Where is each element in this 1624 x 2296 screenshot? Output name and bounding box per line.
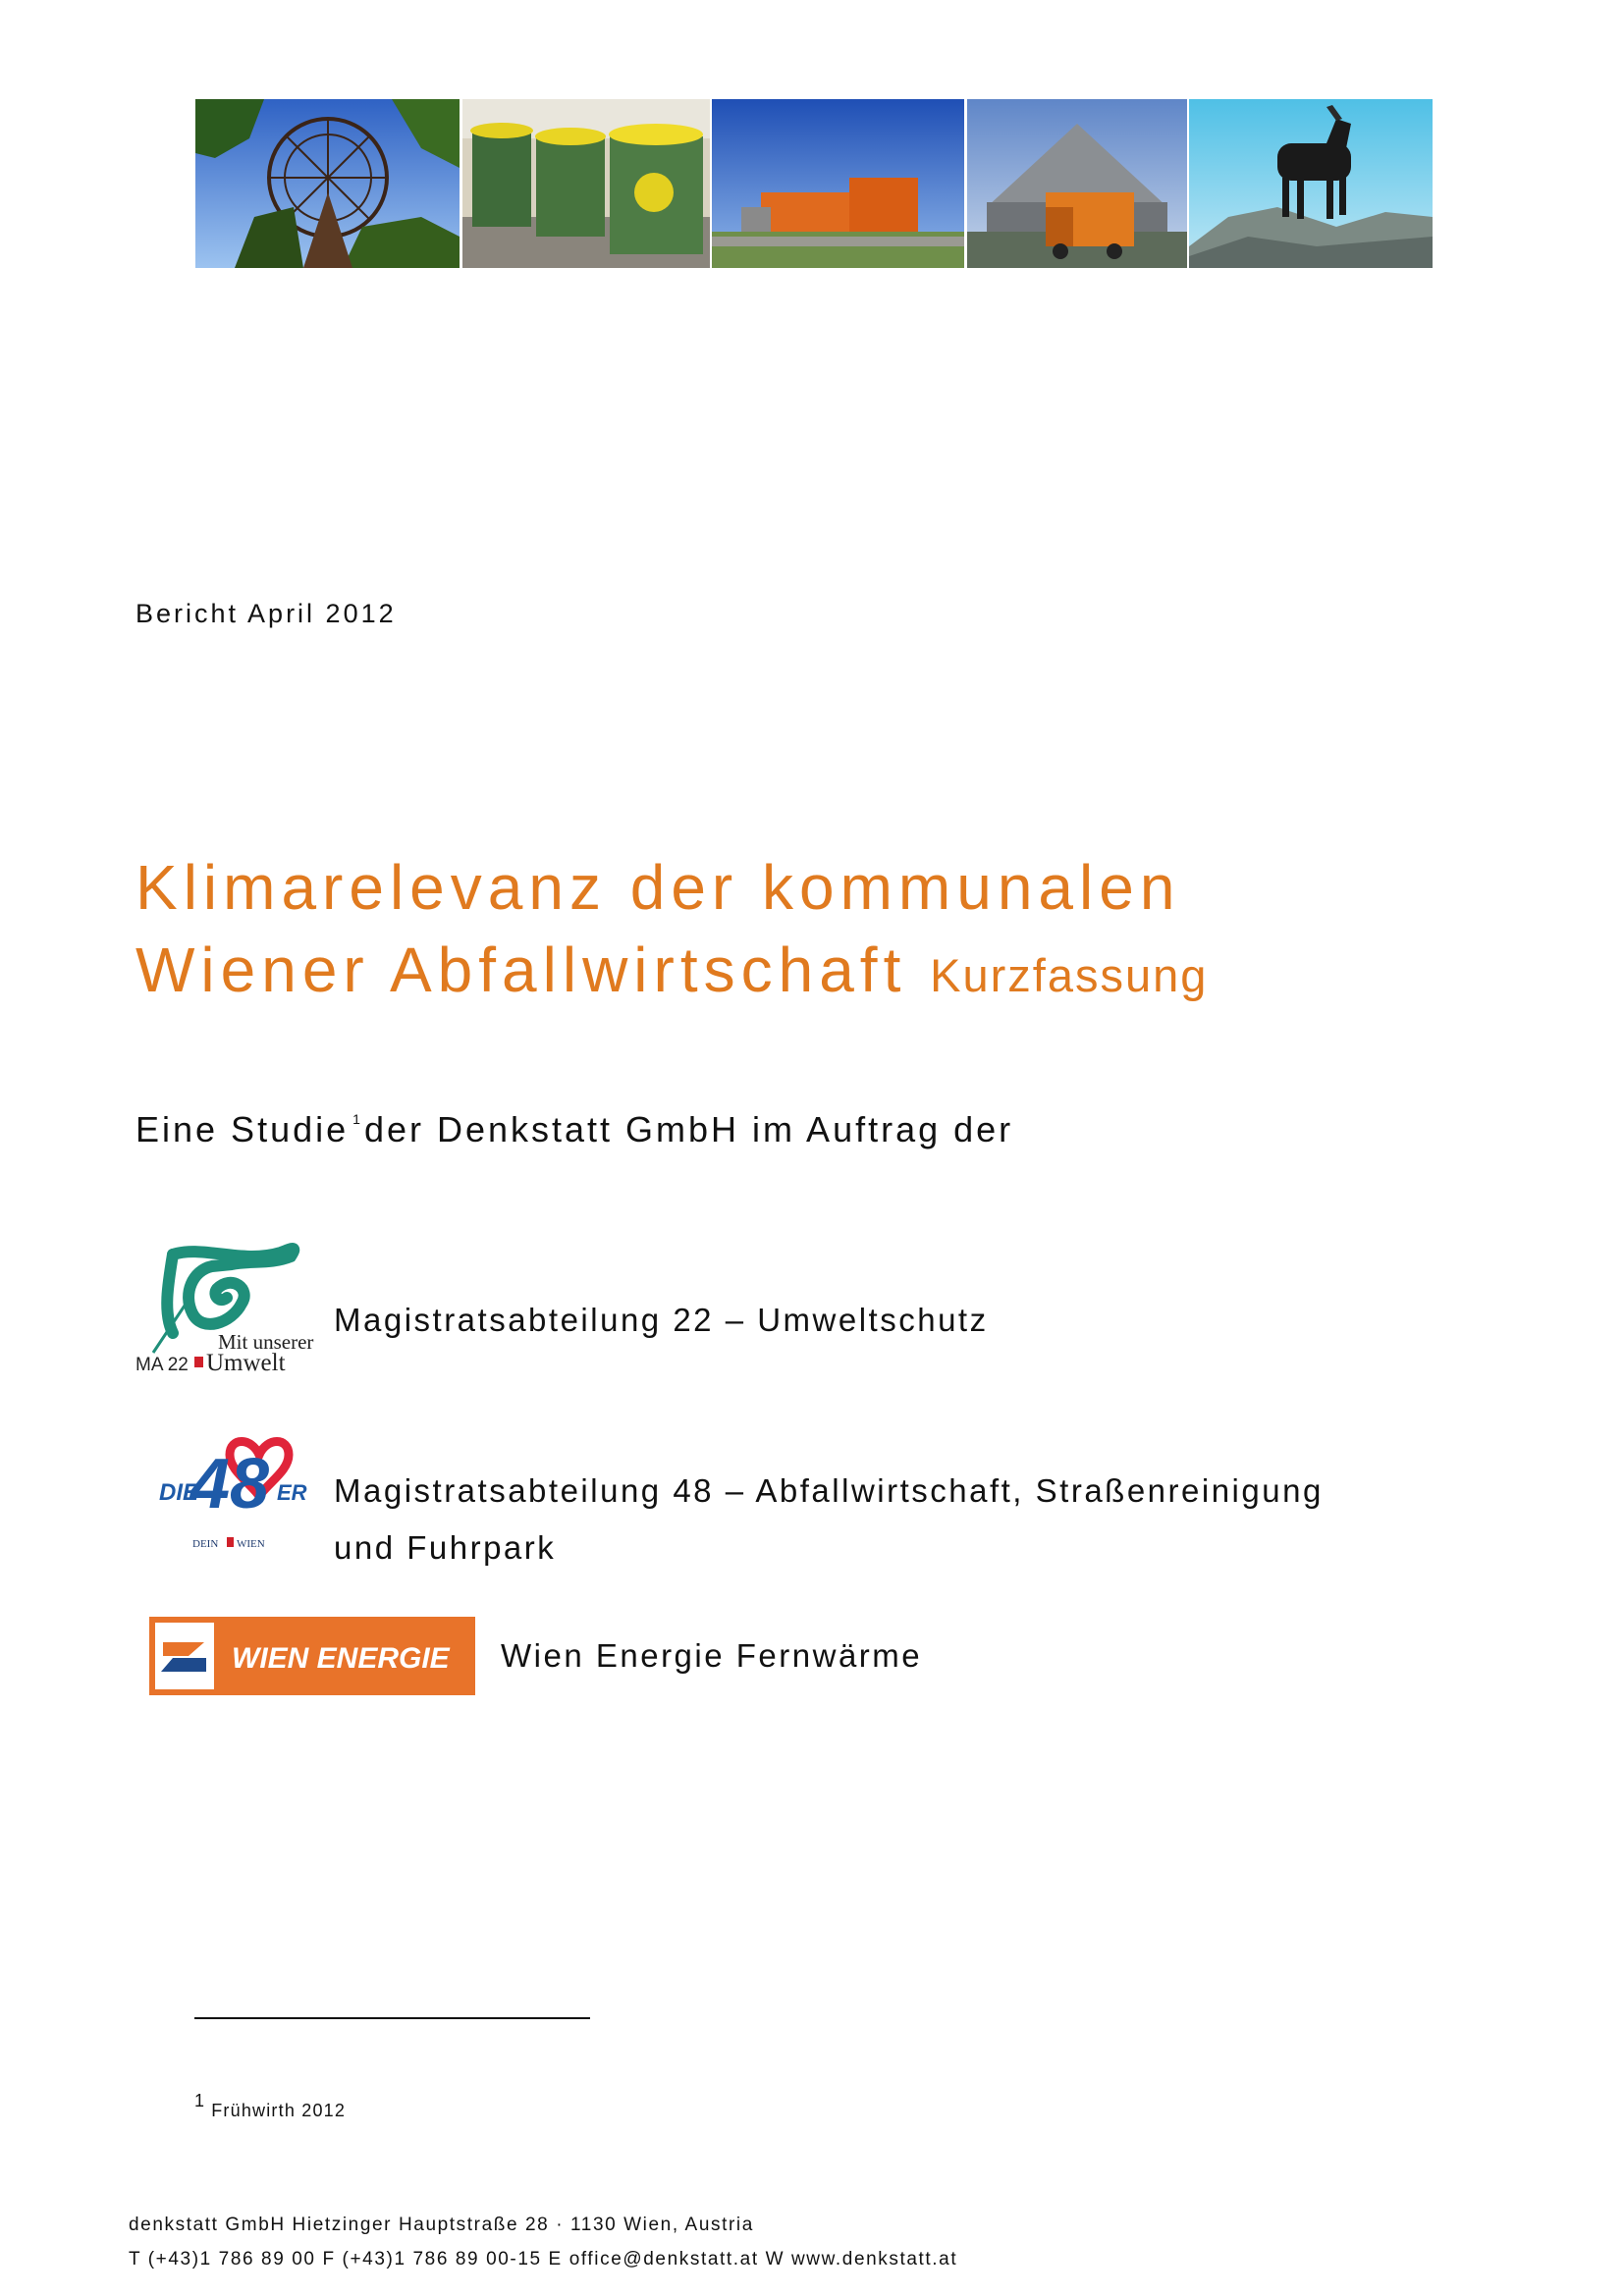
waste-bins-photo [462,99,710,268]
ma48-logo-er: ER [277,1480,307,1505]
sponsor-wien-energie-name: Wien Energie Fernwärme [501,1637,923,1674]
sponsor-ma22-name: Magistratsabteilung 22 – Umweltschutz [334,1302,989,1338]
footnote-reference[interactable]: 1 [352,1111,360,1127]
wien-energie-logo-text: WIEN ENERGIE [232,1642,450,1675]
ma22-logo-word: Umwelt [206,1350,286,1372]
study-intro [135,1109,1013,1150]
ma48-logo [153,1425,310,1553]
document-title [135,846,1208,1017]
intro-text-after: der Denkstatt GmbH im Auftrag der [363,1109,1014,1149]
ma48-logo-die: DIE [159,1479,199,1506]
footer-contact: T (+43)1 786 89 00 F (+43)1 786 89 00-15 E office@denkstatt.at W www.denkstatt.at [129,2249,958,2269]
ma22-logo-slogan: Mit unserer [218,1330,314,1354]
footnote [194,2091,346,2121]
ma48-logo-dein: DEIN [192,1538,219,1550]
ma22-umwelt-logo [134,1235,315,1372]
footnote-text: Frühwirth 2012 [211,2101,347,2120]
sponsor-ma22 [334,1292,989,1349]
title-line-2: Wiener Abfallwirtschaft [135,934,907,1005]
ferris-wheel-photo [195,99,460,268]
waste-plant-photo [712,99,964,268]
title-suffix: Kurzfassung [930,949,1209,1001]
report-date: Bericht April 2012 [135,599,397,628]
sponsor-ma48 [334,1463,1324,1576]
footer-address: denkstatt GmbH Hietzinger Hauptstraße 28 · 1130 Wien, Austria [129,2215,754,2235]
footnote-separator [194,2017,590,2019]
truck-dome-photo [967,99,1187,268]
goat-photo [1189,99,1433,268]
ma22-logo-mark: MA 22 [135,1355,189,1372]
title-line-1: Klimarelevanz der kommunalen [135,852,1181,923]
intro-text-before: Eine Studie [135,1109,350,1149]
sponsor-ma48-name-line2: und Fuhrpark [334,1529,557,1566]
wien-energie-logo [149,1617,475,1695]
ma48-logo-number: 48 [190,1445,270,1523]
footnote-mark: 1 [194,2091,206,2110]
ma48-logo-wien: WIEN [237,1538,265,1550]
sponsor-ma48-name-line1: Magistratsabteilung 48 – Abfallwirtschaft, Straßenreinigung [334,1472,1324,1509]
sponsor-wien-energie [501,1628,922,1684]
